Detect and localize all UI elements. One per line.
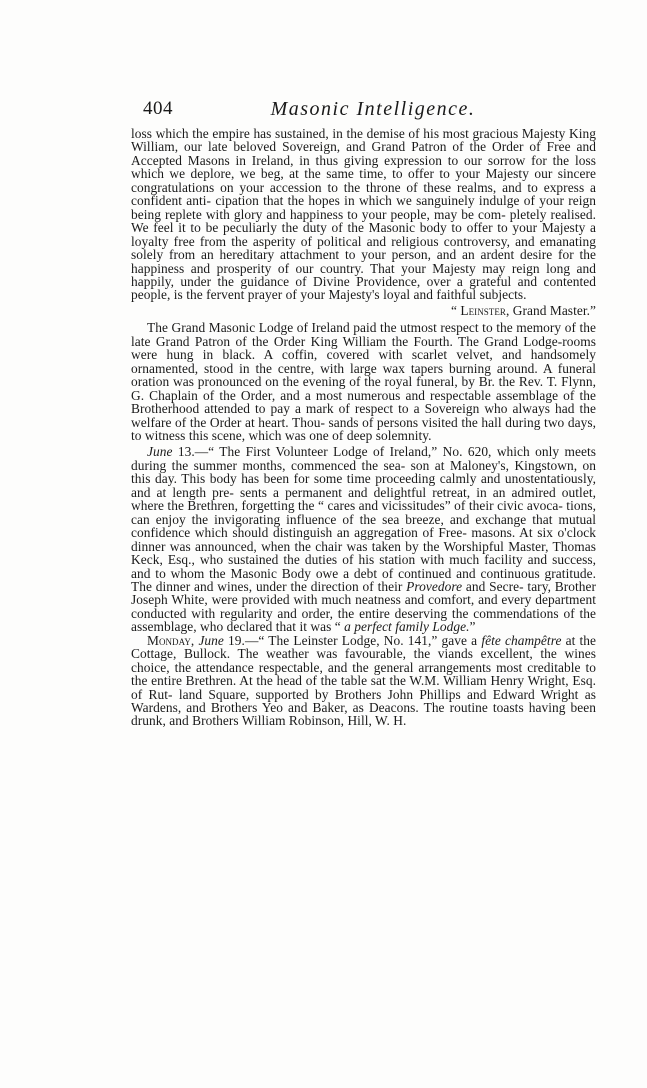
page-header xyxy=(143,98,603,124)
june-13-date: June xyxy=(147,444,173,460)
address-continuation-paragraph: loss which the empire has sustained, in the demise of his most gracious Majesty King William, our late beloved Sovereign, and Grand Patron of the Order of Free and Accepted Masons in Ireland, in thus giving expression to our sorrow for the loss which we deplore, we beg, at the same time, to offer to your Majesty our sincere congratulations on your accession to the throne of these realms, and to express a confident anti- cipation that the hopes in which we sanguinely indulge of your reign being replete with glory and happiness to your people, may be com- pletely realised. We feel it to be peculiarly the duty of the Masonic body to offer to your Majesty a loyalty free from the asperity of political and religious controversy, and emanating solely from an hereditary attachment to your person, and an ardent desire for the happiness and prosperity of our country. That your Majesty may reign long and happily, under the guidance of Divine Providence, over a grateful and contented people, is the fervent prayer of your Majesty's loyal and faithful subjects. xyxy=(131,126,596,303)
signature-name: Leinster xyxy=(460,302,506,318)
page-number: 404 xyxy=(143,98,173,119)
perfect-family-lodge-quote: a perfect family Lodge. xyxy=(344,619,470,635)
provedore-term: Provedore xyxy=(406,578,463,594)
signature-open-quote: “ xyxy=(450,302,461,318)
june-19-day: Monday xyxy=(147,632,191,648)
june-13-text-a: 13.—“ The First Volunteer Lodge of Ireland,” No. 620, which only meets during the summer months, commenced the sea- son at Maloney's, Kingstown, on this day. This body has been for some time proceeding calmly and unostentatiously, and at length pre- sents a permanent and delightful retreat, in an admired outlet, where the Brethren, forgetting the “ cares and vicissitudes” of their civic avoca- tions, can enjoy the invigorating influence of the sea breeze, and exchange that mutual confidence which should distinguish an aggregation of Free- masons. At six o'clock dinner was announced, when the chair was taken by the Worshipful Master, Thomas Keck, Esq., who sustained the duties of his station with much facility and success, and to whom the Masonic Body owe a debt of continued and continuous gratitude. The dinner and wines, under the direction of their xyxy=(131,444,596,594)
running-title: Masonic Intelligence. xyxy=(270,98,476,120)
june-19-text-a: 19.—“ The Leinster Lodge, No. 141,” gave a xyxy=(223,632,482,648)
grand-lodge-mourning-paragraph: The Grand Masonic Lodge of Ireland paid the utmost respect to the memory of the late Grand Patron of the Order King William the Fourth. The Grand Lodge-rooms were hung in black. A coffin, covered with scarlet velvet, and handsomely ornamented, stood in the centre, with large wax tapers burning around. A funeral oration was pronounced on the evening of the royal funeral, by Br. the Rev. T. Flynn, G. Chaplain of the Order, and a most numerous and respectable assemblage of the Brotherhood attended to pay a mark of respect to a Sovereign who always had the welfare of the Order at heart. Thou- sands of persons visited the hall during two days, to witness this scene, which was one of deep solemnity. xyxy=(131,320,596,443)
june-19-paragraph: Monday, June 19.—“ The Leinster Lodge, No. 141,” gave a fête champêtre at the Cottage, Bullock. The weather was favourable, the viands excellent, the wines choice, the attendance respectable, and the general arrangements most creditable to the entire Brethren. At the head of the table sat the W.M. William Henry Wright, Esq. of Rut- land Square, supported by Brothers John Phillips and Edward Wright as Wardens, and Brothers Yeo and Baker, as Deacons. The routine toasts having been drunk, and Brothers William Robinson, Hill, W. H. xyxy=(131,632,597,729)
address-signature xyxy=(131,304,596,317)
fete-champetre-term: fête champêtre xyxy=(481,632,562,648)
june-13-paragraph xyxy=(131,445,596,633)
article-body xyxy=(131,127,596,728)
signature-title: , Grand Master.” xyxy=(505,302,596,318)
june-13-text-c: ” xyxy=(469,619,476,635)
june-19-text-b: at the Cottage, Bullock. The weather was favourable, the viands excellent, the wines choice, the attendance respectable, and the general arrangements most creditable to the entire Brethren. At the head of the table sat the W.M. William Henry Wright, Esq. of Rut- land Square, supported by Brothers John Phillips and Edward Wright as Wardens, and Brothers Yeo and Baker, as Deacons. The routine toasts having been drunk, and Brothers William Robinson, Hill, W. H. xyxy=(131,632,597,729)
june-13-text-b: and Secre- tary, Brother Joseph White, were provided with much neatness and comfort, and every department conducted with regularity and order, the entire deserving the commendations of the assemblage, who declared that it was “ xyxy=(131,578,596,635)
june-19-date: June xyxy=(198,632,224,648)
